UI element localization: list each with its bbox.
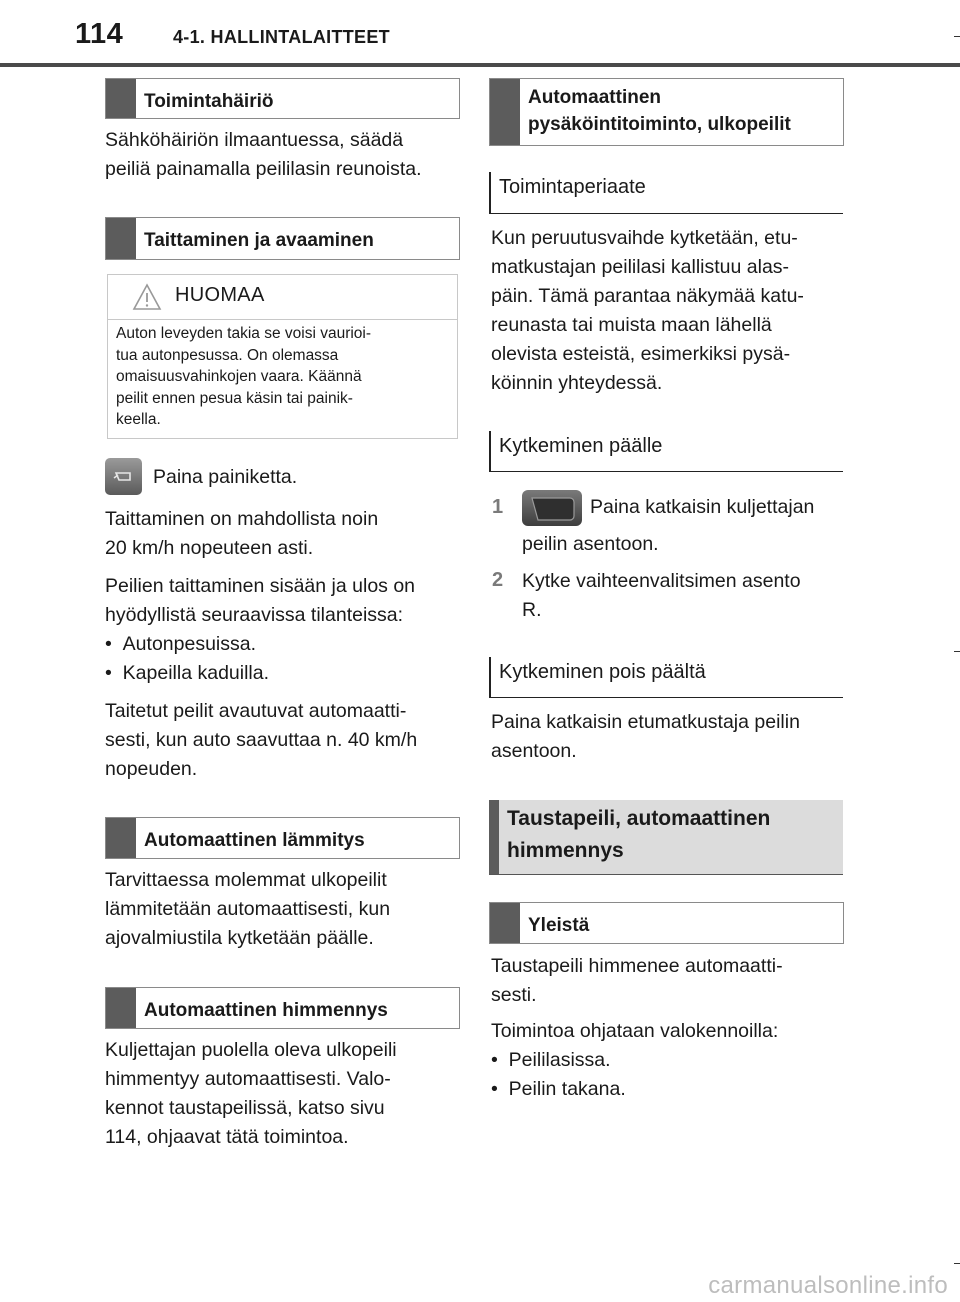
section-taittaminen <box>105 217 460 260</box>
chapter-title: 4-1. HALLINTALAITTEET <box>173 27 390 47</box>
text-line: peilit ennen pesua käsin tai painik- <box>116 389 353 407</box>
text-line: reunasta tai muista maan lähellä <box>491 314 772 336</box>
text-line: Auton leveyden takia se voisi vaurioi- <box>116 325 372 342</box>
text-line: Tarvittaessa molemmat ulkopeilit <box>105 869 387 891</box>
notice-box <box>107 274 458 439</box>
section-lammitys <box>105 817 460 859</box>
text-line: Taitetut peilit avautuvat automaatti- <box>105 700 407 722</box>
yleista-paragraph-1 <box>491 952 851 1010</box>
section-title: Taittaminen ja avaaminen <box>144 230 374 251</box>
step-number: 2 <box>492 569 504 591</box>
list-item <box>491 1075 626 1104</box>
notice-body <box>116 323 447 431</box>
section-title <box>528 84 835 138</box>
warning-icon <box>132 283 162 311</box>
list-item-text: Peilin takana. <box>508 1078 626 1100</box>
text-line: lämmitetään automaattisesti, kun <box>105 898 391 920</box>
section-yleista <box>489 902 844 944</box>
text-line: kennot taustapeilissä, katso sivu <box>105 1097 385 1119</box>
list-item-text: Autonpesuissa. <box>122 633 257 655</box>
section-title: Yleistä <box>528 915 590 936</box>
toimintahairio-paragraph <box>105 126 465 184</box>
notice-header <box>108 275 457 320</box>
list-item <box>491 1046 611 1075</box>
text-line: 20 km/h nopeuteen asti. <box>105 537 314 559</box>
text-line: sesti. <box>491 984 537 1006</box>
list-item-text: Kapeilla kaduilla. <box>122 662 270 684</box>
text-line: sesti, kun auto saavuttaa n. 40 km/h <box>105 729 418 751</box>
bullet-dot: • <box>105 662 123 684</box>
text-line: Paina katkaisin etumatkustaja peilin <box>491 711 800 733</box>
text-line: peiliä painamalla peililasin reunoista. <box>105 158 422 180</box>
list-item <box>105 659 269 688</box>
text-line: asentoon. <box>491 740 577 762</box>
section-title: Automaattinen himmennys <box>144 1000 388 1021</box>
bullet-dot: • <box>491 1078 509 1100</box>
section-tab <box>106 818 136 858</box>
text-line: nopeuden. <box>105 758 198 780</box>
step-2-text <box>522 567 852 625</box>
text-line: Sähköhäiriön ilmaantuessa, säädä <box>105 129 404 151</box>
title-line: pysäköintitoiminto, ulkopeilit <box>528 114 791 135</box>
subheading-toimintaperiaate: Toimintaperiaate <box>489 172 843 214</box>
subheading-kytkeminen-pois: Kytkeminen pois päältä <box>489 657 843 698</box>
button-instruction: Paina painiketta. <box>153 466 298 488</box>
list-item-text: Peililasissa. <box>508 1049 611 1071</box>
himmennys-paragraph <box>105 1036 465 1152</box>
bullet-dot: • <box>105 633 123 655</box>
mirror-switch-icon <box>522 490 582 526</box>
crop-mark <box>954 1263 960 1264</box>
section-himmennys <box>105 987 460 1029</box>
text-line: matkustajan peililasi kallistuu alas- <box>491 256 790 278</box>
text-line: Taustapeili himmenee automaatti- <box>491 955 783 977</box>
taittaminen-paragraph-3 <box>105 697 465 784</box>
notice-heading: HUOMAA <box>175 284 265 306</box>
title-line: Taustapeili, automaattinen <box>507 807 771 830</box>
section-tab <box>489 800 499 874</box>
step-1-line-1: Paina katkaisin kuljettajan <box>590 496 815 518</box>
title-line: Automaattinen <box>528 87 661 108</box>
section-tab <box>106 988 136 1028</box>
section-title: Toimintahäiriö <box>144 91 274 112</box>
section-tab <box>490 903 520 943</box>
section-title: Automaattinen lämmitys <box>144 830 365 851</box>
section-taustapeili <box>489 800 843 875</box>
subheading-kytkeminen-paalle: Kytkeminen päälle <box>489 431 843 472</box>
section-tab <box>490 79 520 145</box>
page-number: 114 <box>75 18 124 50</box>
text-line: Kytke vaihteenvalitsimen asento <box>522 570 801 592</box>
text-line: Taittaminen on mahdollista noin <box>105 508 379 530</box>
fold-mirror-button-icon <box>105 458 142 495</box>
yleista-paragraph-2: Toimintoa ohjataan valokennoilla: <box>491 1020 779 1042</box>
toimintaperiaate-paragraph <box>491 224 851 398</box>
text-line: ajovalmiustila kytketään päälle. <box>105 927 374 949</box>
list-item <box>105 630 256 659</box>
text-line: Kun peruutusvaihde kytketään, etu- <box>491 227 798 249</box>
text-line: keella. <box>116 411 161 428</box>
taittaminen-paragraph-2 <box>105 572 465 630</box>
text-line: olevista esteistä, esimerkiksi pysä- <box>491 343 791 365</box>
section-title <box>507 803 833 867</box>
crop-mark <box>954 651 960 652</box>
text-line: himmentyy automaattisesti. Valo- <box>105 1068 391 1090</box>
header-rule <box>0 63 960 67</box>
bullet-dot: • <box>491 1049 509 1071</box>
text-line: päin. Tämä parantaa näkymää katu- <box>491 285 804 307</box>
kytkeminen-pois-paragraph <box>491 708 851 766</box>
watermark: carmanualsonline.info <box>708 1272 948 1299</box>
section-tab <box>106 218 136 259</box>
step-1-line-2: peilin asentoon. <box>522 533 659 555</box>
step-number: 1 <box>492 496 504 518</box>
text-line: hyödyllistä seuraavissa tilanteissa: <box>105 604 404 626</box>
text-line: Kuljettajan puolella oleva ulkopeili <box>105 1039 397 1061</box>
text-line: tua autonpesussa. On olemassa <box>116 346 339 364</box>
section-tab <box>106 79 136 118</box>
section-pysakointi <box>489 78 844 146</box>
section-toimintahairio <box>105 78 460 119</box>
text-line: 114, ohjaavat tätä toimintoa. <box>105 1126 349 1148</box>
lammitys-paragraph <box>105 866 465 953</box>
taittaminen-paragraph-1 <box>105 505 465 563</box>
text-line: R. <box>522 599 542 621</box>
text-line: köinnin yhteydessä. <box>491 372 663 394</box>
text-line: omaisuusvahinkojen vaara. Käännä <box>116 368 362 385</box>
text-line: Peilien taittaminen sisään ja ulos on <box>105 575 416 597</box>
crop-mark <box>954 36 960 37</box>
title-line: himmennys <box>507 839 624 862</box>
